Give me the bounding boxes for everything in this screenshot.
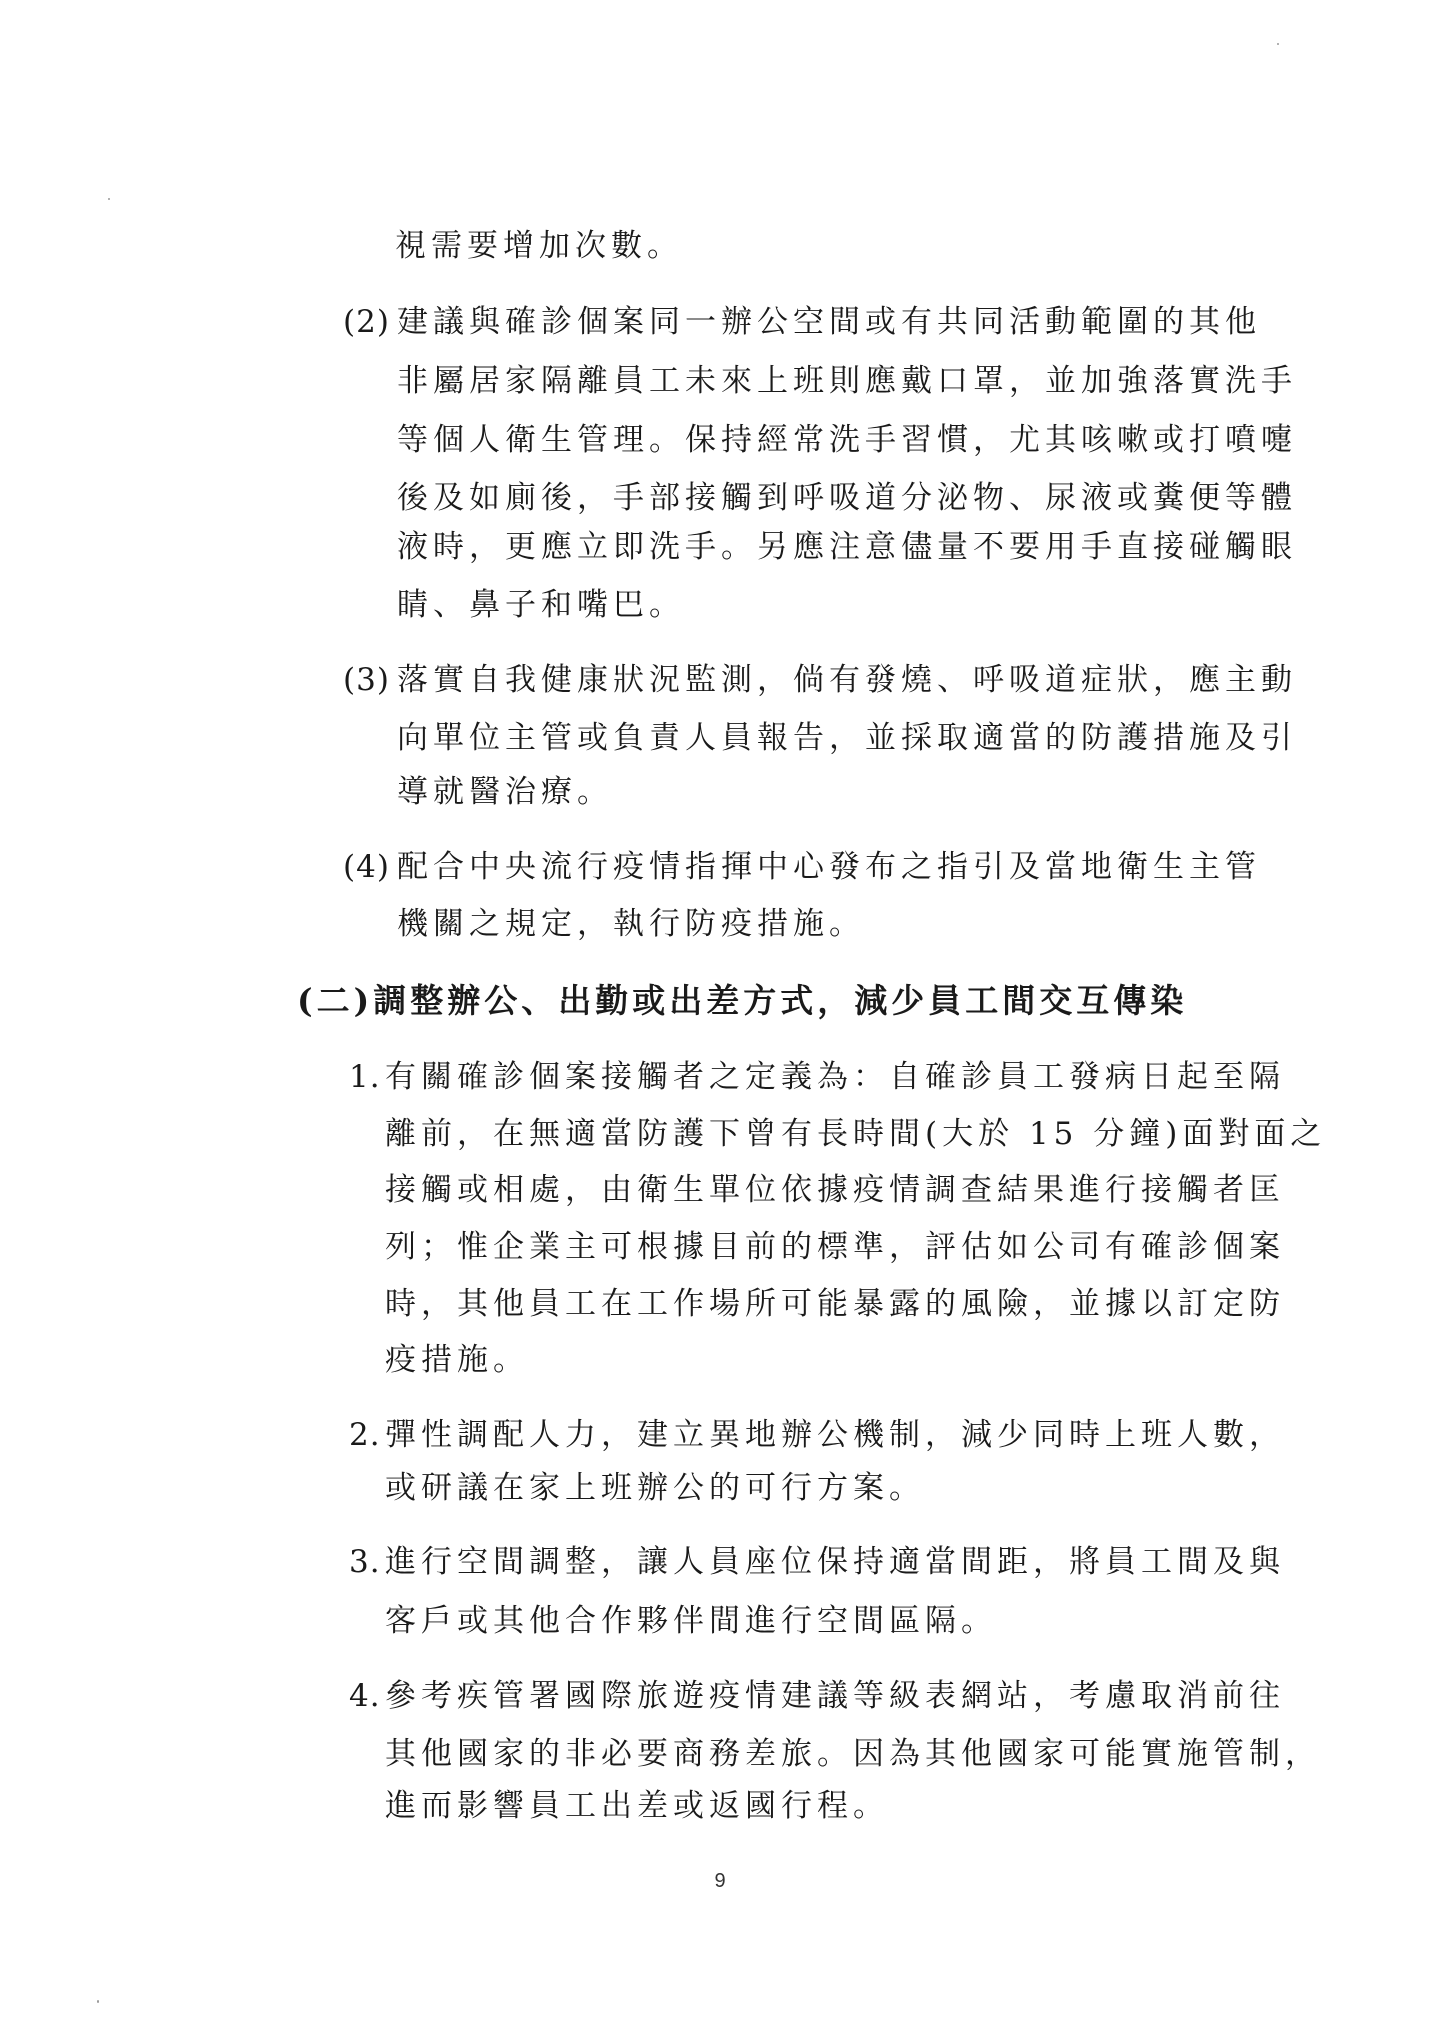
- item-line: 有關確診個案接觸者之定義為：自確診員工發病日起至隔: [385, 1059, 1285, 1095]
- item-line: 客戶或其他合作夥伴間進行空間區隔。: [385, 1603, 997, 1639]
- subitem-marker: (2): [343, 304, 390, 340]
- item-line: 進而影響員工出差或返國行程。: [385, 1788, 889, 1824]
- item-line: 其他國家的非必要商務差旅。因為其他國家可能實施管制，: [385, 1736, 1321, 1772]
- item-line: 彈性調配人力，建立異地辦公機制，減少同時上班人數，: [385, 1417, 1285, 1453]
- subitem-line: 非屬居家隔離員工未來上班則應戴口罩，並加強落實洗手: [397, 363, 1297, 399]
- item-marker: 1.: [349, 1059, 381, 1095]
- continuation-line: 視需要增加次數。: [395, 228, 683, 264]
- subitem-marker: (3): [343, 662, 390, 698]
- subitem-line: 液時，更應立即洗手。另應注意儘量不要用手直接碰觸眼: [397, 529, 1297, 565]
- item-line: 時，其他員工在工作場所可能暴露的風險，並據以訂定防: [385, 1286, 1285, 1322]
- item-line: 疫措施。: [385, 1342, 529, 1378]
- scan-speck: [97, 2000, 99, 2003]
- subitem-line: 睛、鼻子和嘴巴。: [397, 587, 685, 623]
- item-line: 接觸或相處，由衛生單位依據疫情調查結果進行接觸者匡: [385, 1172, 1285, 1208]
- item-line: 進行空間調整，讓人員座位保持適當間距，將員工間及與: [385, 1544, 1285, 1580]
- item-marker: 3.: [349, 1544, 381, 1580]
- item-marker: 4.: [349, 1678, 381, 1714]
- subitem-marker: (4): [343, 849, 390, 885]
- subitem-line: 機關之規定，執行防疫措施。: [397, 906, 865, 942]
- subitem-line: 等個人衛生管理。保持經常洗手習慣，尤其咳嗽或打噴嚏: [397, 422, 1297, 458]
- item-line: 參考疾管署國際旅遊疫情建議等級表網站，考慮取消前往: [385, 1678, 1285, 1714]
- subitem-line: 導就醫治療。: [397, 774, 613, 810]
- subitem-line: 後及如廁後，手部接觸到呼吸道分泌物、尿液或糞便等體: [397, 480, 1297, 516]
- scan-speck: [1277, 43, 1279, 45]
- page-number: 9: [714, 1870, 726, 1892]
- subitem-line: 向單位主管或負責人員報告，並採取適當的防護措施及引: [397, 720, 1297, 756]
- subitem-line: 落實自我健康狀況監測，倘有發燒、呼吸道症狀，應主動: [397, 662, 1297, 698]
- subitem-line: 配合中央流行疫情指揮中心發布之指引及當地衛生主管: [397, 849, 1261, 885]
- item-line: 列；惟企業主可根據目前的標準，評估如公司有確診個案: [385, 1229, 1285, 1265]
- item-marker: 2.: [349, 1417, 381, 1453]
- item-line: 或研議在家上班辦公的可行方案。: [385, 1470, 925, 1506]
- scan-speck: [108, 198, 110, 200]
- section-heading: (二)調整辦公、出勤或出差方式，減少員工間交互傳染: [297, 981, 1188, 1020]
- item-line: 離前，在無適當防護下曾有長時間(大於 15 分鐘)面對面之: [385, 1116, 1327, 1152]
- subitem-line: 建議與確診個案同一辦公空間或有共同活動範圍的其他: [397, 304, 1261, 340]
